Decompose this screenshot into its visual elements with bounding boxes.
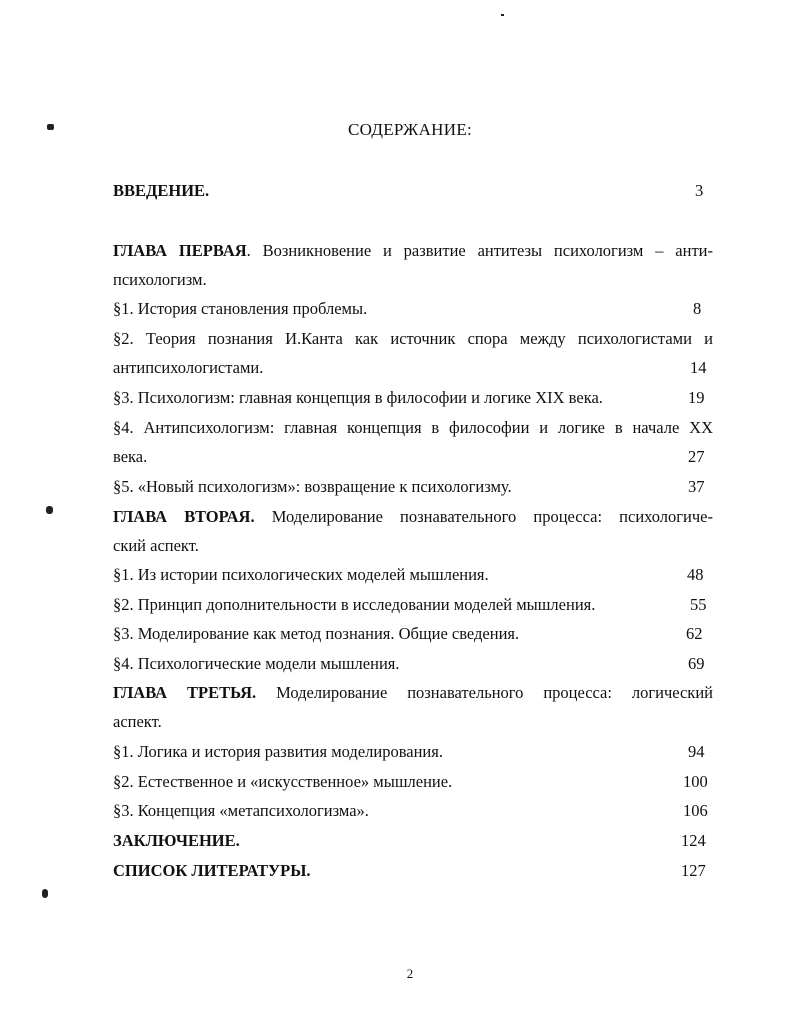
toc-ch3-item-2: §2. Естественное и «искусственное» мышление. <box>113 772 453 791</box>
chapter-3-title: Моделирование познавательного процесса: логический <box>256 683 713 702</box>
toc-ch1-item-3-page: 19 <box>688 388 705 407</box>
toc-ch2-item-4: §4. Психологические модели мышления. <box>113 654 400 673</box>
toc-ch1-item-3: §3. Психологизм: главная концепция в философии и логике XIX века. <box>113 388 603 407</box>
toc-ch1-item-4: §4. Антипсихологизм: главная концепция в философии и логике в начале XX <box>113 418 713 437</box>
toc-conclusion: ЗАКЛЮЧЕНИЕ. <box>113 831 240 850</box>
page-number: 2 <box>406 966 414 981</box>
toc-chapter-3-cont: аспект. <box>113 712 162 731</box>
toc-ch3-item-1-page: 94 <box>688 742 705 761</box>
chapter-1-label: ГЛАВА ПЕРВАЯ <box>113 241 247 260</box>
scan-mark <box>42 889 48 898</box>
toc-ch1-item-5: §5. «Новый психологизм»: возвращение к психологизму. <box>113 477 512 496</box>
toc-intro-page: 3 <box>695 181 704 200</box>
scan-mark <box>47 124 54 130</box>
toc-ch3-item-3-page: 106 <box>683 801 708 820</box>
toc-ch1-item-2-cont: антипсихологистами. <box>113 358 264 377</box>
toc-ch2-item-1-page: 48 <box>687 565 704 584</box>
toc-references-page: 127 <box>681 861 706 880</box>
chapter-2-title: Моделирование познавательного процесса: психологиче- <box>254 507 714 526</box>
toc-ch3-item-2-page: 100 <box>683 772 708 791</box>
chapter-1-title: . Возникновение и развитие антитезы психологизм – анти- <box>246 241 713 260</box>
toc-ch1-item-1: §1. История становления проблемы. <box>113 299 368 318</box>
toc-chapter-3-heading <box>113 682 713 704</box>
toc-ch1-item-2-page: 14 <box>690 358 707 377</box>
toc-chapter-1-cont: психологизм. <box>113 270 207 289</box>
toc-ch2-item-3-page: 62 <box>686 624 703 643</box>
chapter-2-label: ГЛАВА ВТОРАЯ. <box>113 507 255 526</box>
scan-mark <box>46 506 53 514</box>
toc-ch2-item-3: §3. Моделирование как метод познания. Общие сведения. <box>113 624 520 643</box>
toc-intro: ВВЕДЕНИЕ. <box>113 181 210 200</box>
toc-ch1-item-1-page: 8 <box>693 299 702 318</box>
toc-ch3-item-1: §1. Логика и история развития моделирования. <box>113 742 443 761</box>
toc-ch2-item-2: §2. Принцип дополнительности в исследовании моделей мышления. <box>113 595 596 614</box>
chapter-3-label: ГЛАВА ТРЕТЬЯ. <box>113 683 257 702</box>
toc-ch2-item-2-page: 55 <box>690 595 707 614</box>
toc-references: СПИСОК ЛИТЕРАТУРЫ. <box>113 861 311 880</box>
toc-chapter-2-heading <box>113 506 713 528</box>
toc-ch1-item-4-page: 27 <box>688 447 705 466</box>
toc-chapter-2-cont: ский аспект. <box>113 536 199 555</box>
toc-ch3-item-3: §3. Концепция «метапсихологизма». <box>113 801 369 820</box>
toc-ch2-item-1: §1. Из истории психологических моделей мышления. <box>113 565 489 584</box>
toc-ch1-item-4-cont: века. <box>113 447 148 466</box>
toc-chapter-1-heading <box>113 240 713 262</box>
page-title: СОДЕРЖАНИЕ: <box>347 120 473 139</box>
toc-ch1-item-2: §2. Теория познания И.Канта как источник спора между психологистами и <box>113 329 713 348</box>
toc-ch1-item-5-page: 37 <box>688 477 705 496</box>
toc-ch2-item-4-page: 69 <box>688 654 705 673</box>
toc-conclusion-page: 124 <box>681 831 706 850</box>
scan-mark <box>501 14 504 16</box>
